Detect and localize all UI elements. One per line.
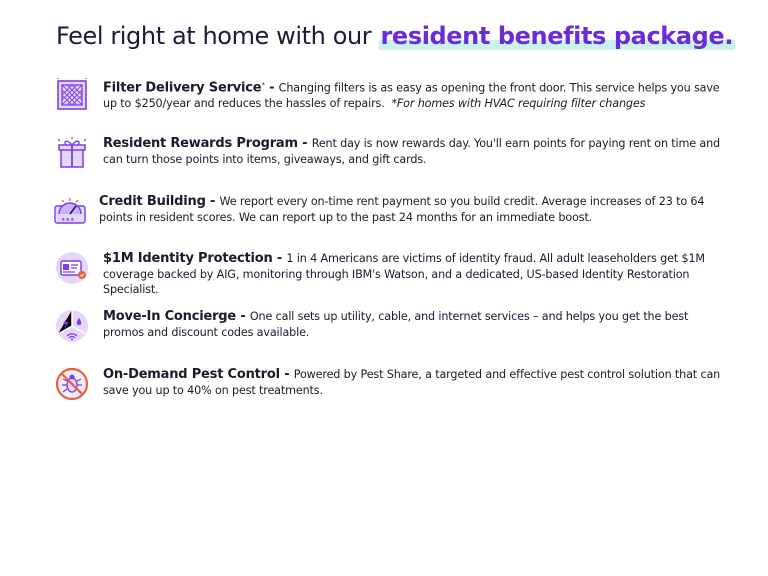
benefit-dash: - [205,194,220,209]
headline-prefix: Feel right at home with our [56,22,379,50]
benefit-text [103,367,721,398]
gift-icon [55,136,89,170]
filter-icon [55,78,89,112]
benefit-title: Filter Delivery Service [103,80,262,96]
benefit-title: Credit Building [99,194,206,209]
benefit-title: On-Demand Pest Control [103,367,280,382]
benefit-text [103,78,721,112]
credit-gauge-icon [53,194,87,228]
benefit-dash: - [279,367,294,382]
benefit-note: *For homes with HVAC requiring filter changes [391,97,646,111]
headline-accent: resident benefits package. [380,22,734,50]
benefit-dash: - [264,80,279,96]
benefit-body: Rent day is now rewards day. You'll earn points for paying rent on time and can turn those points into items, giveaways, and gift cards. [103,137,720,166]
utilities-icon [55,309,89,343]
benefit-body: Powered by Pest Share, a targeted and effective pest control solution that can save you up to 40% on pest treatments. [103,368,721,397]
benefit-title: $1M Identity Protection [103,251,273,266]
benefit-dash: - [236,309,250,324]
benefit-body: One call sets up utility, cable, and internet services – and helps you get the best promos and discount codes available. [103,310,689,339]
benefit-body: Changing filters is as easy as opening the front door. This service helps you save up to $250/year and reduces the hassles of repairs. [103,81,720,111]
benefit-title: Move-In Concierge [103,309,237,324]
benefit-text [103,251,721,298]
id-card-icon [55,251,89,285]
benefit-body: 1 in 4 Americans are victims of identity fraud. All adult leaseholders get $1M coverage backed by AIG, monitoring through IBM's Watson, and a dedicated, US-based Identity Restoration Specialist. [103,252,705,296]
benefit-text [103,309,721,340]
svg-text:★★★: ★★★ [61,217,75,223]
benefit-dash: - [272,251,287,266]
benefit-text [99,194,717,225]
no-pest-icon [55,367,89,401]
benefit-text [103,136,721,167]
benefit-dash: - [297,136,312,151]
benefit-body: We report every on-time rent payment so you build credit. Average increases of 23 to 64 points in resident scores. We can report up to the past 24 months for an immediate boost. [99,195,705,224]
benefit-title-mark: * [261,81,265,89]
page-headline [56,22,735,50]
benefit-title: Resident Rewards Program [103,136,298,151]
